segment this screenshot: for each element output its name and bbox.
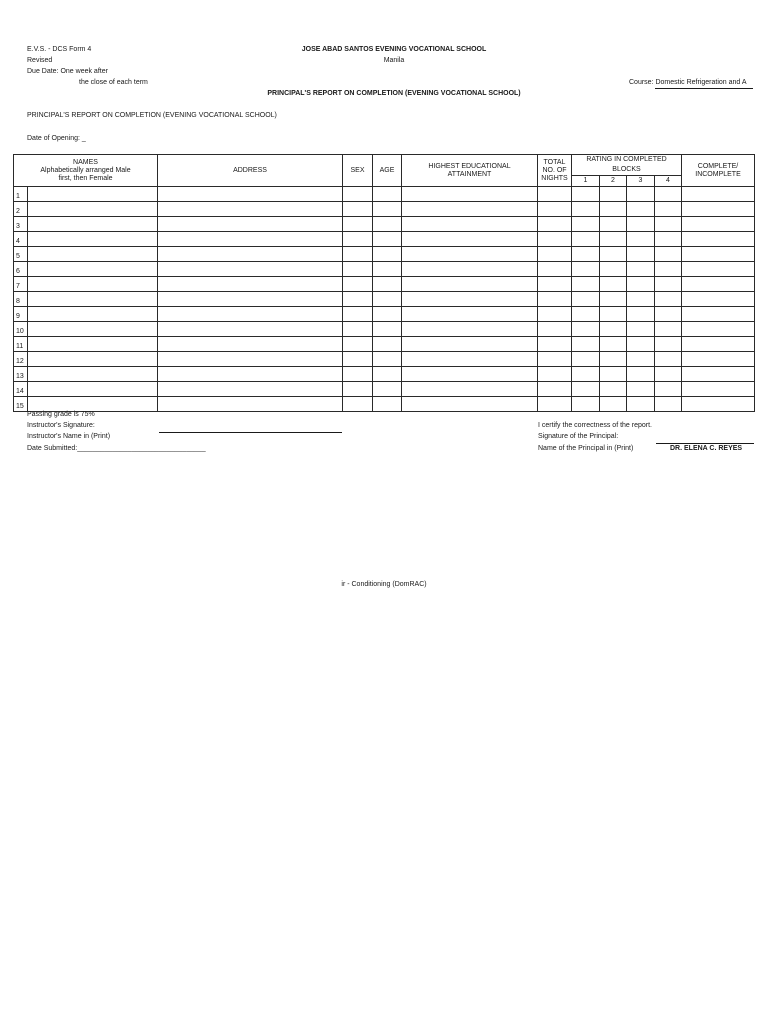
age-cell[interactable] (373, 382, 402, 397)
row-number: 12 (14, 352, 28, 367)
education-cell[interactable] (402, 277, 538, 292)
address-cell[interactable] (158, 277, 343, 292)
sex-cell[interactable] (343, 322, 373, 337)
education-cell[interactable] (402, 382, 538, 397)
name-cell[interactable] (28, 322, 158, 337)
education-header-line1: HIGHEST EDUCATIONAL (428, 162, 511, 170)
course-field (629, 78, 753, 89)
rating-block-1: 1 (572, 176, 600, 187)
rating-3-cell[interactable] (627, 397, 655, 412)
rating-4-cell[interactable] (655, 352, 682, 367)
nights-cell[interactable] (538, 277, 572, 292)
rating-1-cell[interactable] (572, 307, 600, 322)
instructor-name-label: Instructor's Name in (Print) (27, 433, 111, 440)
complete-cell[interactable] (682, 322, 755, 337)
complete-cell[interactable] (682, 352, 755, 367)
rating-header-blocks: BLOCKS (572, 165, 682, 176)
course-label: Course: (629, 79, 654, 86)
name-cell[interactable] (28, 382, 158, 397)
row-number: 11 (14, 337, 28, 352)
sex-header: SEX (343, 155, 373, 187)
rating-2-cell[interactable] (600, 382, 627, 397)
due-date-label: Due Date: One week after (27, 68, 108, 75)
course-overflow-text: ir - Conditioning (DomRAC) (341, 581, 427, 588)
sex-cell[interactable] (343, 337, 373, 352)
age-cell[interactable] (373, 337, 402, 352)
address-cell[interactable] (158, 322, 343, 337)
age-cell[interactable] (373, 217, 402, 232)
age-cell[interactable] (373, 277, 402, 292)
date-submitted: Date Submitted:_________________________________ (27, 445, 206, 452)
rating-1-cell[interactable] (572, 262, 600, 277)
rating-4-cell[interactable] (655, 322, 682, 337)
education-cell[interactable] (402, 292, 538, 307)
row-number: 7 (14, 277, 28, 292)
name-cell[interactable] (28, 187, 158, 202)
nights-cell[interactable] (538, 187, 572, 202)
age-cell[interactable] (373, 292, 402, 307)
school-name: JOSE ABAD SANTOS EVENING VOCATIONAL SCHOOL (301, 46, 487, 53)
rating-2-cell[interactable] (600, 202, 627, 217)
nights-cell[interactable] (538, 232, 572, 247)
rating-1-cell[interactable] (572, 187, 600, 202)
rating-3-cell[interactable] (627, 247, 655, 262)
complete-header (682, 155, 755, 187)
education-cell[interactable] (402, 247, 538, 262)
table-row (14, 277, 755, 292)
address-cell[interactable] (158, 367, 343, 382)
rating-1-cell[interactable] (572, 352, 600, 367)
education-header (402, 155, 538, 187)
rating-3-cell[interactable] (627, 367, 655, 382)
row-number: 4 (14, 232, 28, 247)
rating-1-cell[interactable] (572, 397, 600, 412)
education-cell[interactable] (402, 367, 538, 382)
principal-signature-label: Signature of the Principal: (538, 433, 619, 440)
rating-2-cell[interactable] (600, 322, 627, 337)
sex-cell[interactable] (343, 307, 373, 322)
nights-cell[interactable] (538, 367, 572, 382)
rating-1-cell[interactable] (572, 382, 600, 397)
name-cell[interactable] (28, 367, 158, 382)
names-header-line1: NAMES (73, 158, 98, 166)
rating-2-cell[interactable] (600, 397, 627, 412)
rating-3-cell[interactable] (627, 232, 655, 247)
sex-cell[interactable] (343, 382, 373, 397)
sex-cell[interactable] (343, 352, 373, 367)
rating-3-cell[interactable] (627, 322, 655, 337)
nights-cell[interactable] (538, 262, 572, 277)
date-of-opening-blank: _ (81, 135, 86, 142)
form-number: E.V.S. - DCS Form 4 (27, 46, 92, 53)
table-row (14, 307, 755, 322)
table-body (14, 187, 755, 412)
table-row (14, 202, 755, 217)
rating-1-cell[interactable] (572, 217, 600, 232)
rating-4-cell[interactable] (655, 337, 682, 352)
nights-cell[interactable] (538, 352, 572, 367)
education-cell[interactable] (402, 262, 538, 277)
row-number: 1 (14, 187, 28, 202)
name-cell[interactable] (28, 202, 158, 217)
table-row (14, 187, 755, 202)
complete-cell[interactable] (682, 397, 755, 412)
age-cell[interactable] (373, 262, 402, 277)
complete-cell[interactable] (682, 247, 755, 262)
row-number: 6 (14, 262, 28, 277)
nights-cell[interactable] (538, 217, 572, 232)
rating-1-cell[interactable] (572, 367, 600, 382)
nights-header-line2: NO. OF (542, 166, 567, 174)
table-row (14, 232, 755, 247)
address-cell[interactable] (158, 187, 343, 202)
age-cell[interactable] (373, 247, 402, 262)
sex-cell[interactable] (343, 367, 373, 382)
rating-3-cell[interactable] (627, 307, 655, 322)
address-cell[interactable] (158, 247, 343, 262)
complete-cell[interactable] (682, 307, 755, 322)
principal-name: DR. ELENA C. REYES (670, 445, 743, 452)
education-cell[interactable] (402, 337, 538, 352)
revised-label: Revised (27, 57, 53, 64)
name-cell[interactable] (28, 352, 158, 367)
rating-3-cell[interactable] (627, 352, 655, 367)
rating-2-cell[interactable] (600, 232, 627, 247)
row-number: 5 (14, 247, 28, 262)
sex-cell[interactable] (343, 292, 373, 307)
rating-2-cell[interactable] (600, 277, 627, 292)
address-cell[interactable] (158, 337, 343, 352)
nights-cell[interactable] (538, 397, 572, 412)
age-header: AGE (373, 155, 402, 187)
passing-grade: Passing grade is 75% (27, 411, 95, 418)
table-row (14, 382, 755, 397)
complete-header-line2: INCOMPLETE (695, 170, 741, 178)
table-row (14, 322, 755, 337)
rating-1-cell[interactable] (572, 202, 600, 217)
education-cell[interactable] (402, 397, 538, 412)
due-date-detail: the close of each term (79, 79, 148, 86)
names-header (14, 155, 158, 187)
address-cell[interactable] (158, 262, 343, 277)
rating-header: RATING IN COMPLETED (572, 155, 682, 166)
education-cell[interactable] (402, 307, 538, 322)
age-cell[interactable] (373, 322, 402, 337)
table-row (14, 367, 755, 382)
nights-cell[interactable] (538, 322, 572, 337)
complete-cell[interactable] (682, 382, 755, 397)
rating-4-cell[interactable] (655, 382, 682, 397)
report-subtitle: PRINCIPAL'S REPORT ON COMPLETION (EVENING VOCATIONAL SCHOOL) (27, 112, 277, 119)
rating-3-cell[interactable] (627, 262, 655, 277)
sex-cell[interactable] (343, 262, 373, 277)
complete-cell[interactable] (682, 367, 755, 382)
rating-2-cell[interactable] (600, 292, 627, 307)
sex-cell[interactable] (343, 397, 373, 412)
rating-1-cell[interactable] (572, 292, 600, 307)
row-number: 2 (14, 202, 28, 217)
age-cell[interactable] (373, 397, 402, 412)
rating-1-cell[interactable] (572, 277, 600, 292)
address-header: ADDRESS (158, 155, 343, 187)
row-number: 15 (14, 397, 28, 412)
table-row (14, 337, 755, 352)
nights-cell[interactable] (538, 337, 572, 352)
rating-3-cell[interactable] (627, 337, 655, 352)
sex-cell[interactable] (343, 217, 373, 232)
table-row (14, 247, 755, 262)
row-number: 9 (14, 307, 28, 322)
names-header-line2: Alphabetically arranged Male (40, 166, 131, 174)
complete-header-line1: COMPLETE/ (697, 162, 739, 170)
row-number: 10 (14, 322, 28, 337)
education-cell[interactable] (402, 202, 538, 217)
table-row (14, 352, 755, 367)
complete-cell[interactable] (682, 292, 755, 307)
sex-cell[interactable] (343, 277, 373, 292)
address-cell[interactable] (158, 397, 343, 412)
age-cell[interactable] (373, 367, 402, 382)
rating-2-cell[interactable] (600, 307, 627, 322)
age-cell[interactable] (373, 307, 402, 322)
rating-1-cell[interactable] (572, 337, 600, 352)
instructor-signature-label: Instructor's Signature: (27, 422, 95, 429)
rating-1-cell[interactable] (572, 322, 600, 337)
name-cell[interactable] (28, 277, 158, 292)
rating-2-cell[interactable] (600, 187, 627, 202)
rating-2-cell[interactable] (600, 217, 627, 232)
address-cell[interactable] (158, 217, 343, 232)
rating-1-cell[interactable] (572, 247, 600, 262)
complete-cell[interactable] (682, 277, 755, 292)
course-value: Domestic Refrigeration and A (655, 78, 753, 89)
rating-block-2: 2 (600, 176, 627, 187)
rating-4-cell[interactable] (655, 397, 682, 412)
date-of-opening-label: Date of Opening: (27, 135, 80, 142)
date-of-opening (27, 134, 86, 144)
nights-cell[interactable] (538, 292, 572, 307)
rating-2-cell[interactable] (600, 247, 627, 262)
rating-2-cell[interactable] (600, 262, 627, 277)
rating-2-cell[interactable] (600, 352, 627, 367)
sex-cell[interactable] (343, 187, 373, 202)
age-cell[interactable] (373, 202, 402, 217)
name-cell[interactable] (28, 217, 158, 232)
rating-3-cell[interactable] (627, 382, 655, 397)
rating-4-cell[interactable] (655, 307, 682, 322)
name-cell[interactable] (28, 262, 158, 277)
instructor-signature-line (159, 432, 342, 433)
nights-cell[interactable] (538, 247, 572, 262)
row-number: 13 (14, 367, 28, 382)
rating-3-cell[interactable] (627, 217, 655, 232)
complete-cell[interactable] (682, 187, 755, 202)
rating-4-cell[interactable] (655, 262, 682, 277)
age-cell[interactable] (373, 187, 402, 202)
nights-cell[interactable] (538, 202, 572, 217)
address-cell[interactable] (158, 382, 343, 397)
table-row (14, 292, 755, 307)
complete-cell[interactable] (682, 202, 755, 217)
address-cell[interactable] (158, 202, 343, 217)
nights-header-line1: TOTAL (543, 158, 566, 166)
rating-4-cell[interactable] (655, 277, 682, 292)
sex-cell[interactable] (343, 202, 373, 217)
nights-header (538, 155, 572, 187)
rating-3-cell[interactable] (627, 187, 655, 202)
table-row (14, 217, 755, 232)
education-cell[interactable] (402, 352, 538, 367)
rating-3-cell[interactable] (627, 292, 655, 307)
completion-table (13, 154, 755, 412)
rating-4-cell[interactable] (655, 202, 682, 217)
education-cell[interactable] (402, 322, 538, 337)
names-header-line3: first, then Female (58, 174, 113, 182)
name-cell[interactable] (28, 232, 158, 247)
complete-cell[interactable] (682, 217, 755, 232)
name-cell[interactable] (28, 307, 158, 322)
name-cell[interactable] (28, 292, 158, 307)
report-title: PRINCIPAL'S REPORT ON COMPLETION (EVENING VOCATIONAL SCHOOL) (267, 90, 521, 97)
complete-cell[interactable] (682, 337, 755, 352)
rating-2-cell[interactable] (600, 367, 627, 382)
rating-block-4: 4 (655, 176, 682, 187)
education-header-line2: ATTAINMENT (447, 170, 492, 178)
school-location: Manila (383, 57, 405, 64)
rating-2-cell[interactable] (600, 337, 627, 352)
address-cell[interactable] (158, 232, 343, 247)
rating-4-cell[interactable] (655, 247, 682, 262)
address-cell[interactable] (158, 307, 343, 322)
rating-3-cell[interactable] (627, 277, 655, 292)
nights-cell[interactable] (538, 382, 572, 397)
education-cell[interactable] (402, 232, 538, 247)
complete-cell[interactable] (682, 232, 755, 247)
row-number: 8 (14, 292, 28, 307)
table-row (14, 262, 755, 277)
name-cell[interactable] (28, 337, 158, 352)
sex-cell[interactable] (343, 247, 373, 262)
principal-name-label: Name of the Principal in (Print) (538, 445, 634, 452)
rating-3-cell[interactable] (627, 202, 655, 217)
address-cell[interactable] (158, 352, 343, 367)
rating-4-cell[interactable] (655, 292, 682, 307)
complete-cell[interactable] (682, 262, 755, 277)
row-number: 14 (14, 382, 28, 397)
rating-4-cell[interactable] (655, 367, 682, 382)
age-cell[interactable] (373, 352, 402, 367)
address-cell[interactable] (158, 292, 343, 307)
rating-4-cell[interactable] (655, 187, 682, 202)
rating-4-cell[interactable] (655, 217, 682, 232)
sex-cell[interactable] (343, 232, 373, 247)
rating-block-3: 3 (627, 176, 655, 187)
name-cell[interactable] (28, 247, 158, 262)
education-cell[interactable] (402, 187, 538, 202)
certify-text: I certify the correctness of the report. (538, 422, 652, 429)
age-cell[interactable] (373, 232, 402, 247)
nights-header-line3: NIGHTS (541, 174, 568, 182)
table-row (14, 397, 755, 412)
rating-1-cell[interactable] (572, 232, 600, 247)
row-number: 3 (14, 217, 28, 232)
nights-cell[interactable] (538, 307, 572, 322)
rating-4-cell[interactable] (655, 232, 682, 247)
education-cell[interactable] (402, 217, 538, 232)
